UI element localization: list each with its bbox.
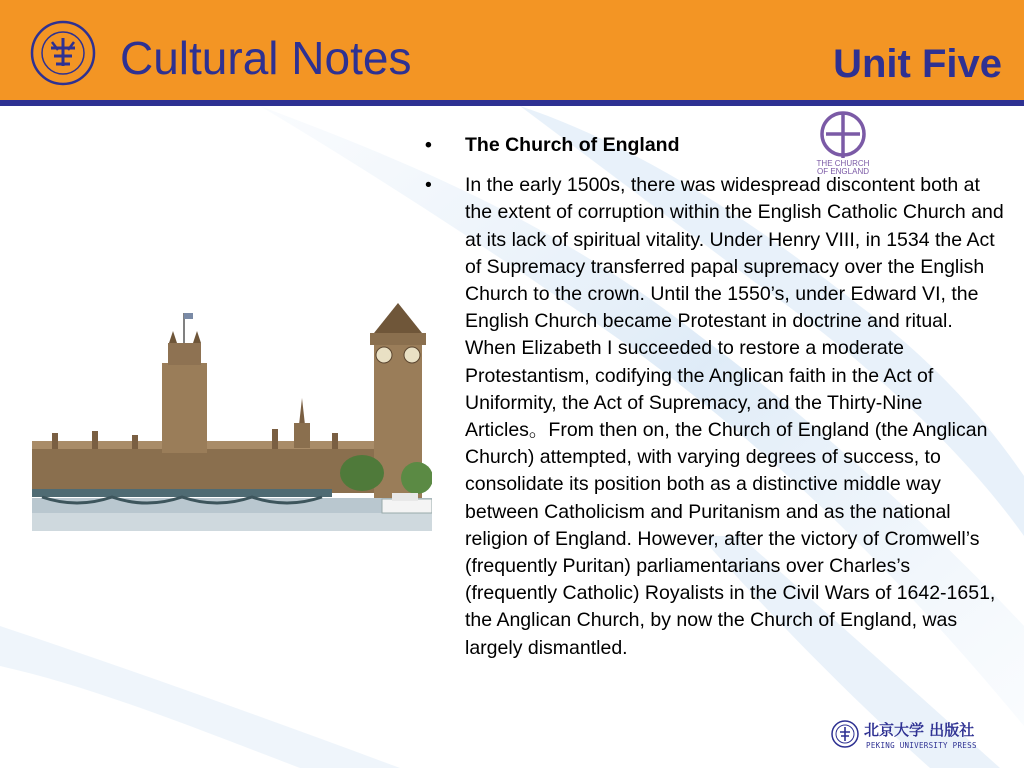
content-paragraph: In the early 1500s, there was widespread discontent both at the extent of corruption within the English Catholic Church and at its lack of spiritual vitality. Under Henry VIII, in 1534 the Act of Supremacy transferred papal supremacy over the English Church to the crown. Until the 1550’s, under Edward VI, the English Church became Protestant in doctrine and ritual. When Elizabeth I succeeded to restore a moderate Protestantism, codifying the Anglican faith in the Act of Uniformity, the Act of Supremacy, and the Thirty-Nine Articles。From then on, the Church of England (the Anglican Church) attempted, with varying degrees of success, to consolidate its position both as a distinctive middle way between Catholicism and Puritanism and as the national religion of England. However, after the victory of Cromwell’s (frequently Puritan) parliamentarians over Charles’s (frequently Catholic) Royalists in the Civil Wars of 1642-1651, the Anglican Church, by now the Church of England, was largely dismantled.: [465, 174, 1004, 659]
unit-label: Unit Five: [833, 42, 1002, 86]
list-item: [422, 132, 1006, 159]
publisher-name-english: PEKING UNIVERSITY PRESS: [866, 741, 977, 750]
peking-university-press-logo: [30, 20, 96, 86]
content-heading: The Church of England: [465, 134, 680, 156]
peking-university-press-seal-icon: [831, 720, 859, 748]
bullet-icon: •: [425, 134, 432, 156]
publisher-name-chinese: 北京大学 出版社: [864, 721, 975, 739]
houses-of-parliament-photo: [32, 303, 432, 531]
bullet-icon: •: [425, 174, 432, 197]
content-list: [422, 132, 1006, 662]
page-title: Cultural Notes: [120, 32, 412, 84]
badge-line-2: OF ENGLAND: [816, 167, 869, 176]
list-item: [422, 172, 1006, 662]
header-rule: [0, 100, 1024, 106]
badge-line-1: THE CHURCH: [816, 159, 870, 168]
